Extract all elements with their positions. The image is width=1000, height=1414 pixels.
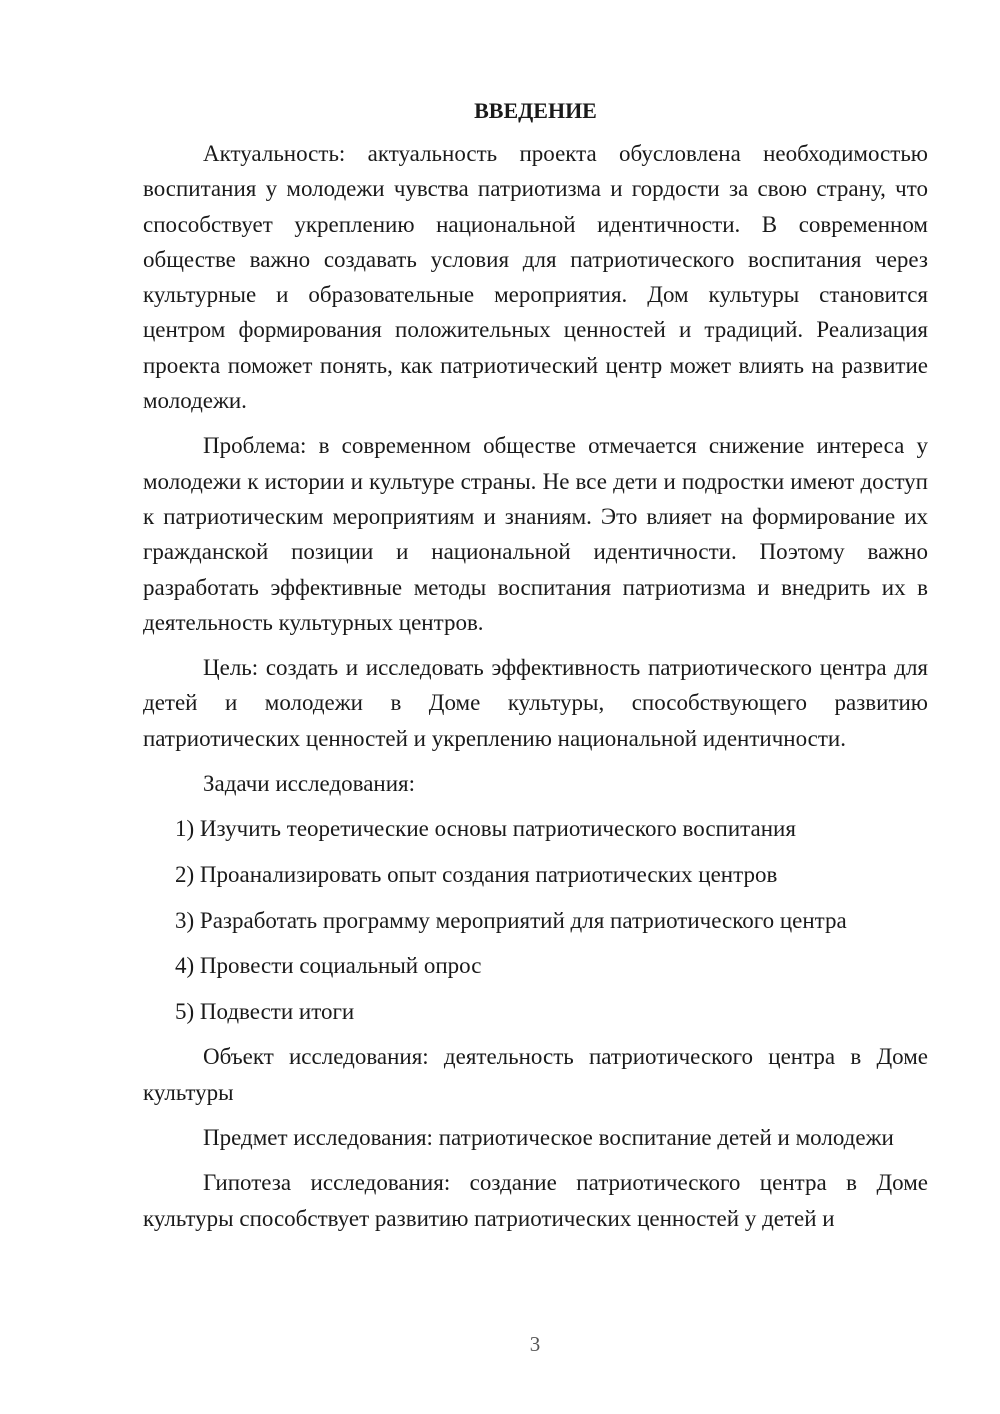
task-item: 1) Изучить теоретические основы патриотического воспитания	[175, 816, 796, 842]
task-item: 2) Проанализировать опыт создания патриотических центров	[175, 861, 778, 887]
goal-paragraph: Цель: создать и исследовать эффективность патриотического центра для детей и молодежи в Доме культуры, способствующего развитию патриотических ценностей и укреплению национальной идентичности.	[143, 655, 928, 751]
object-paragraph: Объект исследования: деятельность патриотического центра в Доме культуры	[143, 1044, 928, 1105]
hypothesis-paragraph: Гипотеза исследования: создание патриотического центра в Доме культуры способствует развитию патриотических ценностей у детей и	[143, 1170, 928, 1231]
document-page	[143, 93, 928, 1246]
task-item: 3) Разработать программу мероприятий для патриотического центра	[175, 907, 847, 933]
page-number: 3	[529, 1332, 541, 1356]
tasks-heading: Задачи исследования:	[203, 771, 416, 797]
task-item: 4) Провести социальный опрос	[175, 953, 482, 979]
subject-paragraph: Предмет исследования: патриотическое воспитание детей и молодежи	[203, 1124, 894, 1150]
task-item: 5) Подвести итоги	[175, 998, 355, 1024]
problem-paragraph: Проблема: в современном обществе отмечается снижение интереса у молодежи к истории и культуре страны. Не все дети и подростки имеют доступ к патриотическим мероприятиям и знаниям. Это влияет на формирование их гражданской позиции и национальной идентичности. Поэтому важно разработать эффективные методы воспитания патриотизма и внедрить их в деятельность культурных центров.	[143, 433, 928, 635]
section-title: ВВЕДЕНИЕ	[474, 98, 597, 123]
relevance-paragraph: Актуальность: актуальность проекта обусловлена необходимостью воспитания у молодежи чувства патриотизма и гордости за свою страну, что способствует укреплению национальной идентичности. В современном обществе важно создавать условия для патриотического воспитания через культурные и образовательные мероприятия. Дом культуры становится центром формирования положительных ценностей и традиций. Реализация проекта поможет понять, как патриотический центр может влиять на развитие молодежи.	[143, 141, 928, 414]
